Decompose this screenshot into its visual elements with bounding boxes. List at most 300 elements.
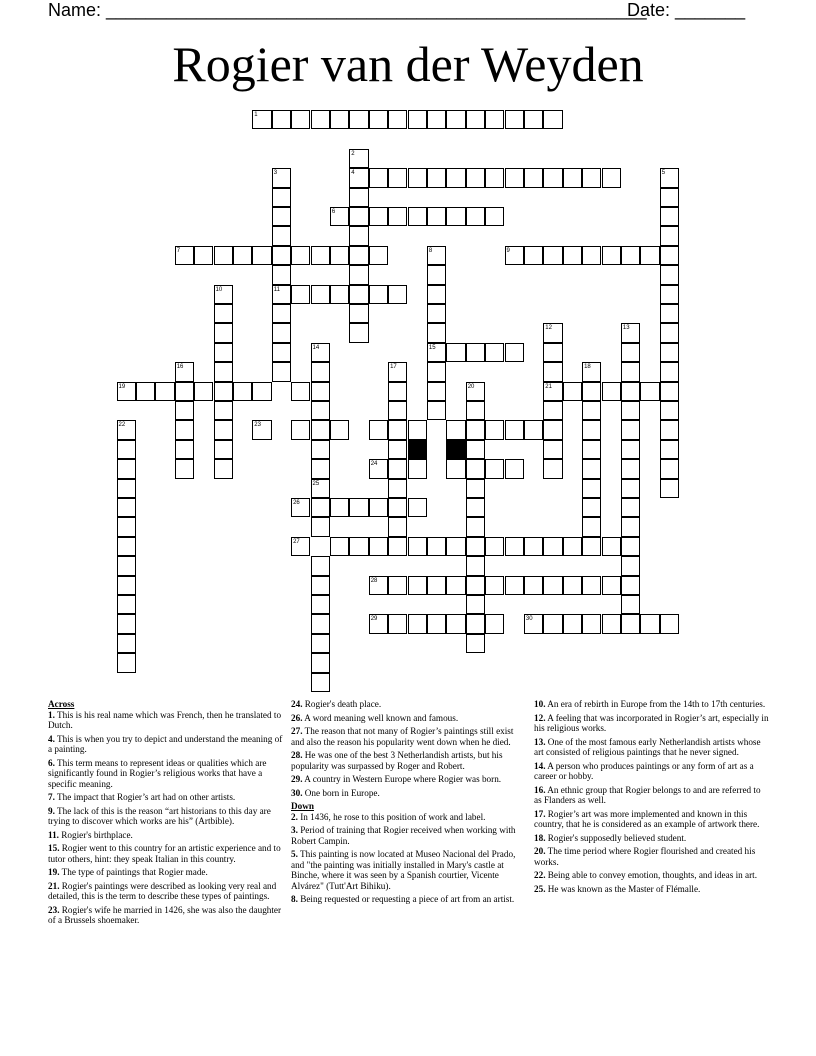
grid-cell[interactable] <box>466 440 485 459</box>
clue <box>534 785 769 806</box>
grid-cell[interactable] <box>466 556 485 575</box>
grid-cell[interactable] <box>408 498 427 517</box>
clue <box>291 812 526 823</box>
grid-cell[interactable] <box>621 401 640 420</box>
grid-cell[interactable] <box>582 440 601 459</box>
grid-cell[interactable] <box>311 459 330 478</box>
grid-cell[interactable] <box>117 420 136 439</box>
grid-cell[interactable] <box>621 362 640 381</box>
grid-cell[interactable] <box>291 285 310 304</box>
grid-cell[interactable] <box>563 382 582 401</box>
clue <box>291 713 526 724</box>
grid-cell[interactable] <box>175 420 194 439</box>
grid-cell[interactable] <box>543 110 562 129</box>
grid-cell[interactable] <box>466 498 485 517</box>
grid-cell[interactable] <box>660 207 679 226</box>
grid-cell[interactable] <box>660 362 679 381</box>
grid-cell[interactable] <box>349 304 368 323</box>
grid-cell[interactable] <box>311 246 330 265</box>
grid-cell[interactable] <box>621 537 640 556</box>
grid-cell[interactable] <box>214 362 233 381</box>
grid-cell[interactable] <box>485 537 504 556</box>
grid-cell[interactable] <box>582 537 601 556</box>
grid-cell[interactable] <box>505 537 524 556</box>
grid-cell[interactable] <box>485 207 504 226</box>
grid-cell[interactable] <box>175 362 194 381</box>
grid-cell[interactable] <box>466 576 485 595</box>
grid-cell[interactable] <box>466 382 485 401</box>
grid-cell[interactable] <box>621 498 640 517</box>
grid-cell[interactable] <box>349 323 368 342</box>
grid-cell[interactable] <box>388 207 407 226</box>
grid-cell[interactable] <box>291 110 310 129</box>
clue <box>534 699 769 710</box>
grid-cell[interactable] <box>466 168 485 187</box>
grid-cell[interactable] <box>446 168 465 187</box>
grid-cell[interactable] <box>272 323 291 342</box>
grid-cell[interactable] <box>117 653 136 672</box>
grid-cell[interactable] <box>505 110 524 129</box>
grid-cell[interactable] <box>621 459 640 478</box>
grid-cell[interactable] <box>621 556 640 575</box>
clue <box>48 905 283 926</box>
grid-cell[interactable] <box>524 246 543 265</box>
clue <box>534 870 769 881</box>
clue-number: 11. <box>48 829 59 840</box>
grid-cell[interactable] <box>602 614 621 633</box>
grid-cell[interactable] <box>252 246 271 265</box>
grid-cell[interactable] <box>485 459 504 478</box>
grid-cell[interactable] <box>252 110 271 129</box>
grid-cell[interactable] <box>466 479 485 498</box>
grid-cell[interactable] <box>311 653 330 672</box>
grid-cell[interactable] <box>621 576 640 595</box>
grid-cell[interactable] <box>330 285 349 304</box>
grid-cell[interactable] <box>427 110 446 129</box>
grid-cell[interactable] <box>466 614 485 633</box>
grid-cell[interactable] <box>563 614 582 633</box>
grid-cell[interactable] <box>214 420 233 439</box>
grid-cell[interactable] <box>640 246 659 265</box>
grid-cell[interactable] <box>582 614 601 633</box>
grid-cell[interactable] <box>349 246 368 265</box>
grid-cell[interactable] <box>408 110 427 129</box>
grid-cell[interactable] <box>505 576 524 595</box>
grid-cell[interactable] <box>388 440 407 459</box>
grid-cell[interactable] <box>117 440 136 459</box>
grid-cell[interactable] <box>602 576 621 595</box>
grid-cell[interactable] <box>369 498 388 517</box>
grid-cell[interactable] <box>640 382 659 401</box>
grid-cell[interactable] <box>369 110 388 129</box>
grid-cell[interactable] <box>524 420 543 439</box>
clue-number: 13 <box>622 325 630 332</box>
grid-cell[interactable] <box>582 168 601 187</box>
grid-cell[interactable] <box>427 323 446 342</box>
grid-cell[interactable] <box>369 168 388 187</box>
grid-cell[interactable] <box>311 556 330 575</box>
grid-cell[interactable] <box>543 323 562 342</box>
grid-cell[interactable] <box>311 517 330 536</box>
grid-cell[interactable] <box>543 246 562 265</box>
grid-cell[interactable] <box>311 614 330 633</box>
grid-cell[interactable] <box>311 420 330 439</box>
grid-cell[interactable] <box>117 614 136 633</box>
grid-cell[interactable] <box>291 246 310 265</box>
grid-cell[interactable] <box>272 246 291 265</box>
grid-cell[interactable] <box>660 420 679 439</box>
grid-cell[interactable] <box>485 576 504 595</box>
grid-cell[interactable] <box>388 382 407 401</box>
grid-cell[interactable] <box>194 246 213 265</box>
clue-text: The time period where Rogier flourished and created his works. <box>534 846 756 867</box>
grid-cell[interactable] <box>291 498 310 517</box>
grid-cell[interactable] <box>408 420 427 439</box>
grid-cell[interactable] <box>582 459 601 478</box>
grid-cell[interactable] <box>388 459 407 478</box>
grid-cell[interactable] <box>660 479 679 498</box>
grid-cell[interactable] <box>427 382 446 401</box>
grid-cell[interactable] <box>388 362 407 381</box>
grid-cell[interactable] <box>543 168 562 187</box>
grid-cell[interactable] <box>446 614 465 633</box>
grid-cell[interactable] <box>311 595 330 614</box>
grid-cell[interactable] <box>602 246 621 265</box>
grid-cell[interactable] <box>582 498 601 517</box>
grid-cell[interactable] <box>505 246 524 265</box>
grid-cell[interactable] <box>485 614 504 633</box>
grid-cell[interactable] <box>660 382 679 401</box>
grid-cell[interactable] <box>563 576 582 595</box>
grid-cell[interactable] <box>214 323 233 342</box>
grid-cell[interactable] <box>466 343 485 362</box>
grid-cell[interactable] <box>311 362 330 381</box>
grid-cell[interactable] <box>505 459 524 478</box>
grid-cell[interactable] <box>524 576 543 595</box>
grid-cell[interactable] <box>272 168 291 187</box>
grid-cell[interactable] <box>388 168 407 187</box>
grid-cell[interactable] <box>408 207 427 226</box>
grid-cell[interactable] <box>660 285 679 304</box>
grid-cell[interactable] <box>543 362 562 381</box>
grid-cell[interactable] <box>272 207 291 226</box>
grid-cell[interactable] <box>388 537 407 556</box>
grid-cell[interactable] <box>621 595 640 614</box>
grid-cell[interactable] <box>621 420 640 439</box>
grid-cell[interactable] <box>466 517 485 536</box>
grid-cell[interactable] <box>194 382 213 401</box>
grid-cell[interactable] <box>233 246 252 265</box>
grid-cell[interactable] <box>505 168 524 187</box>
grid-cell[interactable] <box>485 168 504 187</box>
grid-cell[interactable] <box>388 517 407 536</box>
grid-cell[interactable] <box>311 479 330 498</box>
grid-cell[interactable] <box>272 285 291 304</box>
grid-cell[interactable] <box>272 110 291 129</box>
grid-cell[interactable] <box>446 459 465 478</box>
grid-cell[interactable] <box>330 498 349 517</box>
grid-cell[interactable] <box>349 168 368 187</box>
grid-cell[interactable] <box>660 226 679 245</box>
grid-cell[interactable] <box>369 285 388 304</box>
grid-cell[interactable] <box>175 440 194 459</box>
clue <box>291 894 526 905</box>
grid-cell[interactable] <box>543 382 562 401</box>
clue-number: 30. <box>291 787 303 798</box>
grid-cell[interactable] <box>330 420 349 439</box>
grid-cell[interactable] <box>117 556 136 575</box>
grid-cell[interactable] <box>369 420 388 439</box>
grid-cell[interactable] <box>660 188 679 207</box>
grid-cell[interactable] <box>291 382 310 401</box>
grid-cell[interactable] <box>446 420 465 439</box>
grid-cell[interactable] <box>349 498 368 517</box>
grid-cell[interactable] <box>582 479 601 498</box>
grid-cell[interactable] <box>388 110 407 129</box>
grid-cell[interactable] <box>214 304 233 323</box>
grid-cell[interactable] <box>427 614 446 633</box>
down-clue-list <box>291 812 526 905</box>
grid-cell[interactable] <box>640 614 659 633</box>
grid-cell[interactable] <box>252 382 271 401</box>
grid-cell[interactable] <box>311 634 330 653</box>
grid-cell[interactable] <box>214 459 233 478</box>
grid-cell[interactable] <box>291 420 310 439</box>
grid-cell[interactable] <box>582 420 601 439</box>
grid-cell[interactable] <box>388 401 407 420</box>
grid-cell[interactable] <box>621 323 640 342</box>
grid-cell[interactable] <box>311 343 330 362</box>
grid-cell[interactable] <box>660 440 679 459</box>
grid-cell[interactable] <box>349 207 368 226</box>
grid-cell[interactable] <box>408 168 427 187</box>
grid-cell[interactable] <box>349 110 368 129</box>
grid-cell[interactable] <box>427 168 446 187</box>
grid-cell[interactable] <box>369 576 388 595</box>
grid-cell[interactable] <box>660 304 679 323</box>
grid-cell[interactable] <box>427 537 446 556</box>
grid-cell[interactable] <box>621 479 640 498</box>
grid-cell[interactable] <box>660 168 679 187</box>
grid-cell[interactable] <box>117 382 136 401</box>
grid-cell[interactable] <box>485 343 504 362</box>
grid-cell[interactable] <box>369 207 388 226</box>
grid-cell[interactable] <box>543 614 562 633</box>
grid-cell[interactable] <box>388 479 407 498</box>
grid-cell[interactable] <box>155 382 174 401</box>
grid-cell[interactable] <box>602 537 621 556</box>
grid-cell[interactable] <box>621 246 640 265</box>
grid-cell[interactable] <box>272 362 291 381</box>
grid-cell[interactable] <box>214 285 233 304</box>
grid-cell[interactable] <box>214 343 233 362</box>
grid-cell[interactable] <box>621 343 640 362</box>
grid-cell[interactable] <box>233 382 252 401</box>
grid-cell[interactable] <box>446 576 465 595</box>
grid-cell[interactable] <box>252 420 271 439</box>
clue-number: 1. <box>48 709 55 720</box>
grid-cell[interactable] <box>427 285 446 304</box>
grid-cell[interactable] <box>621 517 640 536</box>
grid-cell[interactable] <box>582 401 601 420</box>
grid-cell[interactable] <box>117 517 136 536</box>
grid-cell[interactable] <box>349 265 368 284</box>
grid-cell[interactable] <box>175 382 194 401</box>
grid-cell[interactable] <box>524 168 543 187</box>
grid-cell[interactable] <box>543 576 562 595</box>
grid-cell[interactable] <box>427 401 446 420</box>
grid-cell[interactable] <box>466 634 485 653</box>
grid-cell[interactable] <box>524 614 543 633</box>
grid-cell[interactable] <box>543 420 562 439</box>
grid-cell[interactable] <box>582 246 601 265</box>
grid-cell[interactable] <box>272 188 291 207</box>
grid-cell[interactable] <box>214 401 233 420</box>
grid-cell[interactable] <box>175 459 194 478</box>
grid-cell[interactable] <box>136 382 155 401</box>
grid-cell[interactable] <box>349 285 368 304</box>
grid-cell[interactable] <box>660 459 679 478</box>
grid-cell[interactable] <box>427 246 446 265</box>
grid-cell[interactable] <box>349 188 368 207</box>
grid-cell[interactable] <box>330 537 349 556</box>
grid-cell[interactable] <box>621 614 640 633</box>
grid-cell[interactable] <box>408 537 427 556</box>
grid-cell[interactable] <box>582 362 601 381</box>
grid-cell[interactable] <box>466 537 485 556</box>
clue-number: 21. <box>48 880 60 891</box>
grid-cell[interactable] <box>543 440 562 459</box>
grid-cell[interactable] <box>214 382 233 401</box>
grid-cell[interactable] <box>621 382 640 401</box>
grid-cell[interactable] <box>349 149 368 168</box>
grid-cell[interactable] <box>175 401 194 420</box>
grid-cell[interactable] <box>582 576 601 595</box>
grid-cell[interactable] <box>660 401 679 420</box>
grid-cell[interactable] <box>582 517 601 536</box>
clue-text: Being requested or requesting a piece of art from an artist. <box>297 894 515 904</box>
clue-text: This is his real name which was French, then he translated to Dutch. <box>48 709 282 730</box>
grid-cell[interactable] <box>660 614 679 633</box>
grid-cell[interactable] <box>408 614 427 633</box>
grid-cell[interactable] <box>602 382 621 401</box>
grid-cell[interactable] <box>330 110 349 129</box>
grid-cell[interactable] <box>660 246 679 265</box>
grid-cell[interactable] <box>117 595 136 614</box>
grid-cell[interactable] <box>311 440 330 459</box>
grid-cell[interactable] <box>660 343 679 362</box>
grid-cell[interactable] <box>311 401 330 420</box>
grid-cell[interactable] <box>446 207 465 226</box>
grid-cell[interactable] <box>388 498 407 517</box>
grid-cell[interactable] <box>466 110 485 129</box>
grid-cell[interactable] <box>466 459 485 478</box>
grid-cell[interactable] <box>311 110 330 129</box>
grid-cell[interactable] <box>214 246 233 265</box>
grid-cell[interactable] <box>466 595 485 614</box>
grid-cell[interactable] <box>427 576 446 595</box>
grid-cell[interactable] <box>311 382 330 401</box>
grid-cell[interactable] <box>349 226 368 245</box>
grid-cell[interactable] <box>311 285 330 304</box>
grid-cell[interactable] <box>660 265 679 284</box>
grid-cell[interactable] <box>272 226 291 245</box>
grid-cell[interactable] <box>543 343 562 362</box>
grid-cell[interactable] <box>466 420 485 439</box>
grid-cell[interactable] <box>330 246 349 265</box>
grid-cell[interactable] <box>117 576 136 595</box>
grid-cell[interactable] <box>117 479 136 498</box>
grid-cell[interactable] <box>582 382 601 401</box>
grid-cell[interactable] <box>543 459 562 478</box>
grid-cell[interactable] <box>388 285 407 304</box>
grid-cell[interactable] <box>563 168 582 187</box>
grid-cell[interactable] <box>466 401 485 420</box>
grid-cell[interactable] <box>369 614 388 633</box>
grid-cell[interactable] <box>272 304 291 323</box>
grid-cell[interactable] <box>563 537 582 556</box>
grid-cell[interactable] <box>117 537 136 556</box>
grid-cell[interactable] <box>524 110 543 129</box>
grid-cell[interactable] <box>427 265 446 284</box>
grid-cell[interactable] <box>427 343 446 362</box>
grid-cell[interactable] <box>543 401 562 420</box>
grid-cell[interactable] <box>117 634 136 653</box>
grid-cell[interactable] <box>485 420 504 439</box>
grid-cell[interactable] <box>427 362 446 381</box>
grid-cell[interactable] <box>369 246 388 265</box>
grid-cell[interactable] <box>311 576 330 595</box>
grid-cell[interactable] <box>272 265 291 284</box>
clue-number: 16 <box>176 364 184 371</box>
grid-cell[interactable] <box>427 207 446 226</box>
grid-cell[interactable] <box>505 420 524 439</box>
grid-cell[interactable] <box>330 207 349 226</box>
grid-cell[interactable] <box>175 246 194 265</box>
clue-text: This is when you try to depict and understand the meaning of a painting. <box>48 733 283 754</box>
grid-cell[interactable] <box>485 110 504 129</box>
grid-cell[interactable] <box>427 304 446 323</box>
grid-cell[interactable] <box>543 537 562 556</box>
grid-cell[interactable] <box>505 343 524 362</box>
grid-cell[interactable] <box>524 537 543 556</box>
grid-cell[interactable] <box>369 459 388 478</box>
grid-cell[interactable] <box>388 420 407 439</box>
clue-number: 5. <box>291 849 298 859</box>
grid-cell[interactable] <box>369 537 388 556</box>
grid-cell[interactable] <box>349 537 368 556</box>
grid-cell[interactable] <box>291 537 310 556</box>
grid-cell[interactable] <box>388 576 407 595</box>
grid-cell[interactable] <box>117 459 136 478</box>
grid-cell[interactable] <box>446 110 465 129</box>
grid-cell[interactable] <box>214 440 233 459</box>
grid-cell[interactable] <box>602 168 621 187</box>
grid-cell[interactable] <box>408 459 427 478</box>
grid-cell[interactable] <box>408 576 427 595</box>
grid-cell[interactable] <box>446 537 465 556</box>
grid-cell[interactable] <box>272 343 291 362</box>
grid-cell[interactable] <box>388 614 407 633</box>
grid-cell[interactable] <box>660 323 679 342</box>
grid-cell[interactable] <box>563 246 582 265</box>
grid-cell[interactable] <box>311 498 330 517</box>
grid-cell[interactable] <box>311 673 330 692</box>
grid-cell[interactable] <box>446 343 465 362</box>
grid-cell[interactable] <box>117 498 136 517</box>
grid-cell[interactable] <box>621 440 640 459</box>
grid-cell[interactable] <box>466 207 485 226</box>
